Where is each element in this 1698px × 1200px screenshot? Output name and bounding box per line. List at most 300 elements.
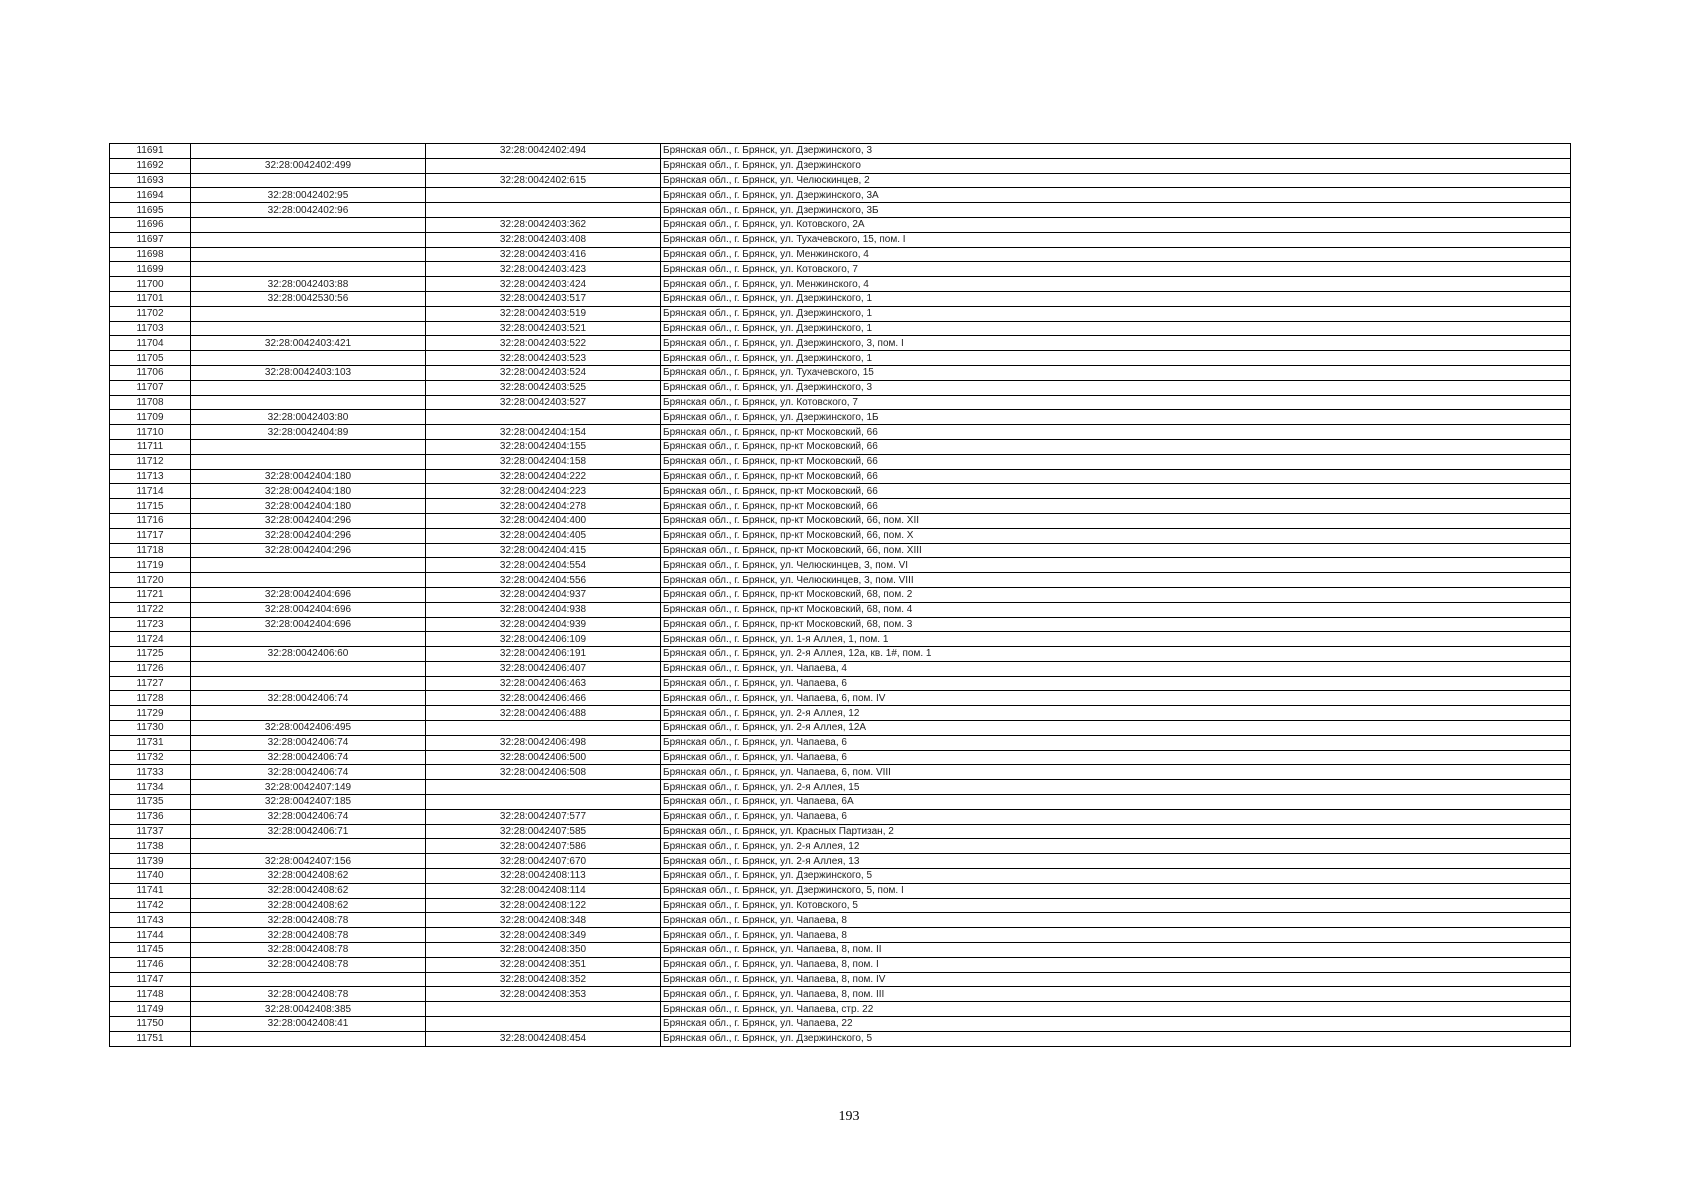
parent-cadastral-cell bbox=[191, 321, 426, 336]
table-row bbox=[110, 351, 1571, 366]
address-cell: Брянская обл., г. Брянск, ул. Чапаева, 8 bbox=[661, 913, 1571, 928]
address-cell: Брянская обл., г. Брянск, ул. Чапаева, 6 bbox=[661, 750, 1571, 765]
table-row bbox=[110, 380, 1571, 395]
parent-cadastral-cell bbox=[191, 247, 426, 262]
row-number-cell: 11730 bbox=[110, 721, 191, 736]
object-cadastral-cell: 32:28:0042406:191 bbox=[426, 647, 661, 662]
table-row bbox=[110, 217, 1571, 232]
registry-table-body bbox=[110, 144, 1571, 1047]
row-number-cell: 11691 bbox=[110, 144, 191, 159]
table-row bbox=[110, 365, 1571, 380]
address-cell: Брянская обл., г. Брянск, ул. Чапаева, 8, пом. IV bbox=[661, 972, 1571, 987]
object-cadastral-cell: 32:28:0042406:463 bbox=[426, 676, 661, 691]
parent-cadastral-cell: 32:28:0042408:78 bbox=[191, 943, 426, 958]
object-cadastral-cell: 32:28:0042408:113 bbox=[426, 869, 661, 884]
address-cell: Брянская обл., г. Брянск, ул. Чапаева, стр. 22 bbox=[661, 1002, 1571, 1017]
row-number-cell: 11745 bbox=[110, 943, 191, 958]
parent-cadastral-cell bbox=[191, 217, 426, 232]
object-cadastral-cell: 32:28:0042403:416 bbox=[426, 247, 661, 262]
address-cell: Брянская обл., г. Брянск, пр-кт Московский, 66, пом. XIII bbox=[661, 543, 1571, 558]
object-cadastral-cell bbox=[426, 795, 661, 810]
table-row bbox=[110, 499, 1571, 514]
object-cadastral-cell: 32:28:0042408:349 bbox=[426, 928, 661, 943]
parent-cadastral-cell: 32:28:0042402:95 bbox=[191, 188, 426, 203]
parent-cadastral-cell: 32:28:0042408:41 bbox=[191, 1017, 426, 1032]
row-number-cell: 11706 bbox=[110, 365, 191, 380]
object-cadastral-cell: 32:28:0042403:519 bbox=[426, 306, 661, 321]
row-number-cell: 11741 bbox=[110, 883, 191, 898]
object-cadastral-cell: 32:28:0042404:939 bbox=[426, 617, 661, 632]
table-row bbox=[110, 721, 1571, 736]
address-cell: Брянская обл., г. Брянск, ул. 2-я Аллея, 12А bbox=[661, 721, 1571, 736]
address-cell: Брянская обл., г. Брянск, ул. Чапаева, 8, пом. I bbox=[661, 957, 1571, 972]
row-number-cell: 11743 bbox=[110, 913, 191, 928]
row-number-cell: 11692 bbox=[110, 158, 191, 173]
address-cell: Брянская обл., г. Брянск, ул. Дзержинского, 5 bbox=[661, 869, 1571, 884]
address-cell: Брянская обл., г. Брянск, ул. Дзержинского, 3Б bbox=[661, 203, 1571, 218]
object-cadastral-cell: 32:28:0042403:424 bbox=[426, 277, 661, 292]
object-cadastral-cell: 32:28:0042404:278 bbox=[426, 499, 661, 514]
table-row bbox=[110, 1017, 1571, 1032]
parent-cadastral-cell: 32:28:0042404:296 bbox=[191, 513, 426, 528]
table-row bbox=[110, 262, 1571, 277]
address-cell: Брянская обл., г. Брянск, ул. Дзержинского, 5 bbox=[661, 1031, 1571, 1046]
address-cell: Брянская обл., г. Брянск, пр-кт Московский, 66 bbox=[661, 439, 1571, 454]
object-cadastral-cell: 32:28:0042408:352 bbox=[426, 972, 661, 987]
table-row bbox=[110, 780, 1571, 795]
address-cell: Брянская обл., г. Брянск, ул. Менжинского, 4 bbox=[661, 247, 1571, 262]
table-row bbox=[110, 321, 1571, 336]
address-cell: Брянская обл., г. Брянск, пр-кт Московский, 66, пом. X bbox=[661, 528, 1571, 543]
parent-cadastral-cell: 32:28:0042408:385 bbox=[191, 1002, 426, 1017]
parent-cadastral-cell bbox=[191, 262, 426, 277]
parent-cadastral-cell: 32:28:0042408:62 bbox=[191, 869, 426, 884]
object-cadastral-cell: 32:28:0042406:488 bbox=[426, 706, 661, 721]
address-cell: Брянская обл., г. Брянск, ул. Дзержинского, 3, пом. I bbox=[661, 336, 1571, 351]
table-row bbox=[110, 913, 1571, 928]
address-cell: Брянская обл., г. Брянск, ул. 2-я Аллея, 12 bbox=[661, 839, 1571, 854]
address-cell: Брянская обл., г. Брянск, ул. Чапаева, 22 bbox=[661, 1017, 1571, 1032]
row-number-cell: 11738 bbox=[110, 839, 191, 854]
parent-cadastral-cell bbox=[191, 839, 426, 854]
row-number-cell: 11715 bbox=[110, 499, 191, 514]
object-cadastral-cell: 32:28:0042406:407 bbox=[426, 661, 661, 676]
address-cell: Брянская обл., г. Брянск, ул. 2-я Аллея, 12 bbox=[661, 706, 1571, 721]
object-cadastral-cell: 32:28:0042406:508 bbox=[426, 765, 661, 780]
object-cadastral-cell: 32:28:0042403:525 bbox=[426, 380, 661, 395]
object-cadastral-cell: 32:28:0042404:400 bbox=[426, 513, 661, 528]
parent-cadastral-cell: 32:28:0042406:74 bbox=[191, 735, 426, 750]
parent-cadastral-cell: 32:28:0042403:88 bbox=[191, 277, 426, 292]
object-cadastral-cell: 32:28:0042404:405 bbox=[426, 528, 661, 543]
parent-cadastral-cell: 32:28:0042530:56 bbox=[191, 291, 426, 306]
row-number-cell: 11733 bbox=[110, 765, 191, 780]
table-row bbox=[110, 750, 1571, 765]
parent-cadastral-cell: 32:28:0042404:89 bbox=[191, 425, 426, 440]
table-row bbox=[110, 824, 1571, 839]
table-row bbox=[110, 513, 1571, 528]
table-row bbox=[110, 898, 1571, 913]
row-number-cell: 11700 bbox=[110, 277, 191, 292]
object-cadastral-cell bbox=[426, 188, 661, 203]
object-cadastral-cell: 32:28:0042404:155 bbox=[426, 439, 661, 454]
table-row bbox=[110, 543, 1571, 558]
row-number-cell: 11732 bbox=[110, 750, 191, 765]
parent-cadastral-cell bbox=[191, 632, 426, 647]
row-number-cell: 11716 bbox=[110, 513, 191, 528]
row-number-cell: 11701 bbox=[110, 291, 191, 306]
table-row bbox=[110, 943, 1571, 958]
address-cell: Брянская обл., г. Брянск, ул. 2-я Аллея, 13 bbox=[661, 854, 1571, 869]
table-row bbox=[110, 425, 1571, 440]
row-number-cell: 11718 bbox=[110, 543, 191, 558]
object-cadastral-cell: 32:28:0042403:522 bbox=[426, 336, 661, 351]
row-number-cell: 11708 bbox=[110, 395, 191, 410]
parent-cadastral-cell bbox=[191, 454, 426, 469]
row-number-cell: 11748 bbox=[110, 987, 191, 1002]
address-cell: Брянская обл., г. Брянск, ул. Чапаева, 8 bbox=[661, 928, 1571, 943]
table-row bbox=[110, 188, 1571, 203]
row-number-cell: 11749 bbox=[110, 1002, 191, 1017]
table-row bbox=[110, 203, 1571, 218]
object-cadastral-cell: 32:28:0042404:554 bbox=[426, 558, 661, 573]
row-number-cell: 11746 bbox=[110, 957, 191, 972]
address-cell: Брянская обл., г. Брянск, ул. 1-я Аллея, 1, пом. 1 bbox=[661, 632, 1571, 647]
row-number-cell: 11734 bbox=[110, 780, 191, 795]
address-cell: Брянская обл., г. Брянск, ул. Дзержинского bbox=[661, 158, 1571, 173]
address-cell: Брянская обл., г. Брянск, ул. Дзержинского, 3 bbox=[661, 380, 1571, 395]
parent-cadastral-cell: 32:28:0042404:696 bbox=[191, 602, 426, 617]
row-number-cell: 11729 bbox=[110, 706, 191, 721]
table-row bbox=[110, 883, 1571, 898]
row-number-cell: 11736 bbox=[110, 809, 191, 824]
address-cell: Брянская обл., г. Брянск, ул. Чапаева, 6, пом. IV bbox=[661, 691, 1571, 706]
row-number-cell: 11703 bbox=[110, 321, 191, 336]
parent-cadastral-cell: 32:28:0042404:296 bbox=[191, 528, 426, 543]
parent-cadastral-cell: 32:28:0042403:421 bbox=[191, 336, 426, 351]
address-cell: Брянская обл., г. Брянск, ул. Красных Партизан, 2 bbox=[661, 824, 1571, 839]
table-row bbox=[110, 602, 1571, 617]
object-cadastral-cell: 32:28:0042404:938 bbox=[426, 602, 661, 617]
row-number-cell: 11707 bbox=[110, 380, 191, 395]
object-cadastral-cell: 32:28:0042403:524 bbox=[426, 365, 661, 380]
row-number-cell: 11742 bbox=[110, 898, 191, 913]
address-cell: Брянская обл., г. Брянск, ул. Дзержинского, 1 bbox=[661, 351, 1571, 366]
table-row bbox=[110, 661, 1571, 676]
parent-cadastral-cell: 32:28:0042406:74 bbox=[191, 750, 426, 765]
table-row bbox=[110, 410, 1571, 425]
parent-cadastral-cell: 32:28:0042403:80 bbox=[191, 410, 426, 425]
object-cadastral-cell: 32:28:0042408:454 bbox=[426, 1031, 661, 1046]
row-number-cell: 11704 bbox=[110, 336, 191, 351]
row-number-cell: 11694 bbox=[110, 188, 191, 203]
parent-cadastral-cell: 32:28:0042404:180 bbox=[191, 469, 426, 484]
address-cell: Брянская обл., г. Брянск, ул. Чапаева, 6А bbox=[661, 795, 1571, 810]
row-number-cell: 11720 bbox=[110, 573, 191, 588]
object-cadastral-cell: 32:28:0042404:158 bbox=[426, 454, 661, 469]
parent-cadastral-cell bbox=[191, 706, 426, 721]
address-cell: Брянская обл., г. Брянск, ул. Чапаева, 8, пом. III bbox=[661, 987, 1571, 1002]
row-number-cell: 11721 bbox=[110, 587, 191, 602]
table-row bbox=[110, 676, 1571, 691]
object-cadastral-cell: 32:28:0042406:500 bbox=[426, 750, 661, 765]
row-number-cell: 11744 bbox=[110, 928, 191, 943]
parent-cadastral-cell bbox=[191, 972, 426, 987]
parent-cadastral-cell: 32:28:0042404:180 bbox=[191, 484, 426, 499]
table-row bbox=[110, 306, 1571, 321]
object-cadastral-cell: 32:28:0042408:351 bbox=[426, 957, 661, 972]
object-cadastral-cell: 32:28:0042406:109 bbox=[426, 632, 661, 647]
registry-sheet bbox=[109, 143, 1571, 1047]
row-number-cell: 11705 bbox=[110, 351, 191, 366]
address-cell: Брянская обл., г. Брянск, ул. Челюскинцев, 2 bbox=[661, 173, 1571, 188]
object-cadastral-cell: 32:28:0042404:154 bbox=[426, 425, 661, 440]
table-row bbox=[110, 928, 1571, 943]
row-number-cell: 11719 bbox=[110, 558, 191, 573]
address-cell: Брянская обл., г. Брянск, ул. 2-я Аллея, 12а, кв. 1#, пом. 1 bbox=[661, 647, 1571, 662]
object-cadastral-cell: 32:28:0042406:498 bbox=[426, 735, 661, 750]
parent-cadastral-cell: 32:28:0042408:62 bbox=[191, 883, 426, 898]
address-cell: Брянская обл., г. Брянск, ул. Чапаева, 8, пом. II bbox=[661, 943, 1571, 958]
object-cadastral-cell: 32:28:0042408:350 bbox=[426, 943, 661, 958]
table-row bbox=[110, 336, 1571, 351]
row-number-cell: 11735 bbox=[110, 795, 191, 810]
parent-cadastral-cell: 32:28:0042408:78 bbox=[191, 913, 426, 928]
parent-cadastral-cell bbox=[191, 306, 426, 321]
object-cadastral-cell: 32:28:0042402:494 bbox=[426, 144, 661, 159]
object-cadastral-cell: 32:28:0042402:615 bbox=[426, 173, 661, 188]
table-row bbox=[110, 144, 1571, 159]
address-cell: Брянская обл., г. Брянск, ул. Котовского, 7 bbox=[661, 395, 1571, 410]
address-cell: Брянская обл., г. Брянск, ул. Дзержинского, 5, пом. I bbox=[661, 883, 1571, 898]
table-row bbox=[110, 972, 1571, 987]
object-cadastral-cell: 32:28:0042403:408 bbox=[426, 232, 661, 247]
address-cell: Брянская обл., г. Брянск, ул. Чапаева, 6, пом. VIII bbox=[661, 765, 1571, 780]
address-cell: Брянская обл., г. Брянск, пр-кт Московский, 68, пом. 4 bbox=[661, 602, 1571, 617]
parent-cadastral-cell: 32:28:0042406:71 bbox=[191, 824, 426, 839]
parent-cadastral-cell bbox=[191, 661, 426, 676]
row-number-cell: 11712 bbox=[110, 454, 191, 469]
parent-cadastral-cell bbox=[191, 144, 426, 159]
row-number-cell: 11725 bbox=[110, 647, 191, 662]
parent-cadastral-cell bbox=[191, 173, 426, 188]
object-cadastral-cell: 32:28:0042403:423 bbox=[426, 262, 661, 277]
table-row bbox=[110, 691, 1571, 706]
row-number-cell: 11696 bbox=[110, 217, 191, 232]
row-number-cell: 11739 bbox=[110, 854, 191, 869]
table-row bbox=[110, 795, 1571, 810]
object-cadastral-cell: 32:28:0042407:585 bbox=[426, 824, 661, 839]
row-number-cell: 11737 bbox=[110, 824, 191, 839]
parent-cadastral-cell: 32:28:0042408:78 bbox=[191, 987, 426, 1002]
parent-cadastral-cell: 32:28:0042408:78 bbox=[191, 928, 426, 943]
address-cell: Брянская обл., г. Брянск, ул. Чапаева, 4 bbox=[661, 661, 1571, 676]
object-cadastral-cell: 32:28:0042407:670 bbox=[426, 854, 661, 869]
address-cell: Брянская обл., г. Брянск, ул. Челюскинцев, 3, пом. VIII bbox=[661, 573, 1571, 588]
row-number-cell: 11751 bbox=[110, 1031, 191, 1046]
object-cadastral-cell bbox=[426, 158, 661, 173]
row-number-cell: 11724 bbox=[110, 632, 191, 647]
parent-cadastral-cell bbox=[191, 380, 426, 395]
row-number-cell: 11698 bbox=[110, 247, 191, 262]
object-cadastral-cell: 32:28:0042403:517 bbox=[426, 291, 661, 306]
address-cell: Брянская обл., г. Брянск, пр-кт Московский, 68, пом. 3 bbox=[661, 617, 1571, 632]
row-number-cell: 11709 bbox=[110, 410, 191, 425]
parent-cadastral-cell: 32:28:0042404:696 bbox=[191, 617, 426, 632]
table-row bbox=[110, 558, 1571, 573]
object-cadastral-cell: 32:28:0042403:527 bbox=[426, 395, 661, 410]
address-cell: Брянская обл., г. Брянск, ул. Чапаева, 6 bbox=[661, 809, 1571, 824]
address-cell: Брянская обл., г. Брянск, пр-кт Московский, 66, пом. XII bbox=[661, 513, 1571, 528]
table-row bbox=[110, 528, 1571, 543]
table-row bbox=[110, 395, 1571, 410]
object-cadastral-cell: 32:28:0042404:415 bbox=[426, 543, 661, 558]
table-row bbox=[110, 173, 1571, 188]
table-row bbox=[110, 454, 1571, 469]
object-cadastral-cell: 32:28:0042407:577 bbox=[426, 809, 661, 824]
object-cadastral-cell bbox=[426, 1002, 661, 1017]
row-number-cell: 11710 bbox=[110, 425, 191, 440]
table-row bbox=[110, 1031, 1571, 1046]
object-cadastral-cell: 32:28:0042408:348 bbox=[426, 913, 661, 928]
address-cell: Брянская обл., г. Брянск, пр-кт Московский, 66 bbox=[661, 454, 1571, 469]
object-cadastral-cell: 32:28:0042408:114 bbox=[426, 883, 661, 898]
row-number-cell: 11726 bbox=[110, 661, 191, 676]
table-row bbox=[110, 809, 1571, 824]
object-cadastral-cell: 32:28:0042403:362 bbox=[426, 217, 661, 232]
parent-cadastral-cell bbox=[191, 439, 426, 454]
row-number-cell: 11747 bbox=[110, 972, 191, 987]
parent-cadastral-cell bbox=[191, 351, 426, 366]
row-number-cell: 11699 bbox=[110, 262, 191, 277]
address-cell: Брянская обл., г. Брянск, ул. Чапаева, 6 bbox=[661, 735, 1571, 750]
row-number-cell: 11713 bbox=[110, 469, 191, 484]
table-row bbox=[110, 469, 1571, 484]
address-cell: Брянская обл., г. Брянск, пр-кт Московский, 66 bbox=[661, 499, 1571, 514]
object-cadastral-cell: 32:28:0042408:122 bbox=[426, 898, 661, 913]
parent-cadastral-cell: 32:28:0042408:78 bbox=[191, 957, 426, 972]
object-cadastral-cell: 32:28:0042404:223 bbox=[426, 484, 661, 499]
object-cadastral-cell bbox=[426, 721, 661, 736]
table-row bbox=[110, 765, 1571, 780]
parent-cadastral-cell: 32:28:0042406:495 bbox=[191, 721, 426, 736]
table-row bbox=[110, 232, 1571, 247]
object-cadastral-cell: 32:28:0042403:521 bbox=[426, 321, 661, 336]
address-cell: Брянская обл., г. Брянск, ул. Дзержинского, 1 bbox=[661, 321, 1571, 336]
row-number-cell: 11750 bbox=[110, 1017, 191, 1032]
parent-cadastral-cell bbox=[191, 676, 426, 691]
address-cell: Брянская обл., г. Брянск, ул. Менжинского, 4 bbox=[661, 277, 1571, 292]
address-cell: Брянская обл., г. Брянск, ул. Чапаева, 6 bbox=[661, 676, 1571, 691]
parent-cadastral-cell: 32:28:0042407:185 bbox=[191, 795, 426, 810]
address-cell: Брянская обл., г. Брянск, ул. Тухачевского, 15, пом. I bbox=[661, 232, 1571, 247]
row-number-cell: 11702 bbox=[110, 306, 191, 321]
table-row bbox=[110, 439, 1571, 454]
address-cell: Брянская обл., г. Брянск, ул. Котовского, 7 bbox=[661, 262, 1571, 277]
parent-cadastral-cell bbox=[191, 558, 426, 573]
row-number-cell: 11693 bbox=[110, 173, 191, 188]
table-row bbox=[110, 957, 1571, 972]
table-row bbox=[110, 291, 1571, 306]
row-number-cell: 11695 bbox=[110, 203, 191, 218]
address-cell: Брянская обл., г. Брянск, ул. Тухачевского, 15 bbox=[661, 365, 1571, 380]
table-row bbox=[110, 1002, 1571, 1017]
table-row bbox=[110, 277, 1571, 292]
object-cadastral-cell: 32:28:0042404:937 bbox=[426, 587, 661, 602]
row-number-cell: 11727 bbox=[110, 676, 191, 691]
row-number-cell: 11740 bbox=[110, 869, 191, 884]
object-cadastral-cell: 32:28:0042407:586 bbox=[426, 839, 661, 854]
parent-cadastral-cell: 32:28:0042406:74 bbox=[191, 765, 426, 780]
row-number-cell: 11728 bbox=[110, 691, 191, 706]
table-row bbox=[110, 854, 1571, 869]
table-row bbox=[110, 706, 1571, 721]
table-row bbox=[110, 647, 1571, 662]
table-row bbox=[110, 573, 1571, 588]
address-cell: Брянская обл., г. Брянск, ул. Котовского, 5 bbox=[661, 898, 1571, 913]
address-cell: Брянская обл., г. Брянск, ул. Котовского, 2А bbox=[661, 217, 1571, 232]
table-row bbox=[110, 587, 1571, 602]
object-cadastral-cell bbox=[426, 410, 661, 425]
parent-cadastral-cell: 32:28:0042408:62 bbox=[191, 898, 426, 913]
address-cell: Брянская обл., г. Брянск, пр-кт Московский, 66 bbox=[661, 425, 1571, 440]
row-number-cell: 11723 bbox=[110, 617, 191, 632]
parent-cadastral-cell: 32:28:0042407:149 bbox=[191, 780, 426, 795]
parent-cadastral-cell: 32:28:0042403:103 bbox=[191, 365, 426, 380]
object-cadastral-cell: 32:28:0042404:556 bbox=[426, 573, 661, 588]
table-row bbox=[110, 617, 1571, 632]
object-cadastral-cell bbox=[426, 203, 661, 218]
parent-cadastral-cell: 32:28:0042406:60 bbox=[191, 647, 426, 662]
table-row bbox=[110, 735, 1571, 750]
row-number-cell: 11717 bbox=[110, 528, 191, 543]
address-cell: Брянская обл., г. Брянск, пр-кт Московский, 66 bbox=[661, 469, 1571, 484]
table-row bbox=[110, 987, 1571, 1002]
row-number-cell: 11722 bbox=[110, 602, 191, 617]
table-row bbox=[110, 632, 1571, 647]
row-number-cell: 11711 bbox=[110, 439, 191, 454]
page-number: 193 bbox=[838, 1109, 860, 1124]
address-cell: Брянская обл., г. Брянск, пр-кт Московский, 66 bbox=[661, 484, 1571, 499]
object-cadastral-cell bbox=[426, 1017, 661, 1032]
address-cell: Брянская обл., г. Брянск, ул. Челюскинцев, 3, пом. VI bbox=[661, 558, 1571, 573]
table-row bbox=[110, 839, 1571, 854]
table-row bbox=[110, 247, 1571, 262]
row-number-cell: 11697 bbox=[110, 232, 191, 247]
parent-cadastral-cell: 32:28:0042404:696 bbox=[191, 587, 426, 602]
object-cadastral-cell: 32:28:0042403:523 bbox=[426, 351, 661, 366]
address-cell: Брянская обл., г. Брянск, пр-кт Московский, 68, пом. 2 bbox=[661, 587, 1571, 602]
table-row bbox=[110, 484, 1571, 499]
parent-cadastral-cell: 32:28:0042404:296 bbox=[191, 543, 426, 558]
address-cell: Брянская обл., г. Брянск, ул. Дзержинского, 1Б bbox=[661, 410, 1571, 425]
object-cadastral-cell bbox=[426, 780, 661, 795]
object-cadastral-cell: 32:28:0042406:466 bbox=[426, 691, 661, 706]
address-cell: Брянская обл., г. Брянск, ул. Дзержинского, 1 bbox=[661, 291, 1571, 306]
parent-cadastral-cell: 32:28:0042407:156 bbox=[191, 854, 426, 869]
table-row bbox=[110, 869, 1571, 884]
parent-cadastral-cell: 32:28:0042406:74 bbox=[191, 691, 426, 706]
object-cadastral-cell: 32:28:0042408:353 bbox=[426, 987, 661, 1002]
parent-cadastral-cell: 32:28:0042402:499 bbox=[191, 158, 426, 173]
address-cell: Брянская обл., г. Брянск, ул. Дзержинского, 3А bbox=[661, 188, 1571, 203]
parent-cadastral-cell bbox=[191, 573, 426, 588]
parent-cadastral-cell: 32:28:0042406:74 bbox=[191, 809, 426, 824]
address-cell: Брянская обл., г. Брянск, ул. Дзержинского, 1 bbox=[661, 306, 1571, 321]
address-cell: Брянская обл., г. Брянск, ул. 2-я Аллея, 15 bbox=[661, 780, 1571, 795]
object-cadastral-cell: 32:28:0042404:222 bbox=[426, 469, 661, 484]
parent-cadastral-cell: 32:28:0042404:180 bbox=[191, 499, 426, 514]
